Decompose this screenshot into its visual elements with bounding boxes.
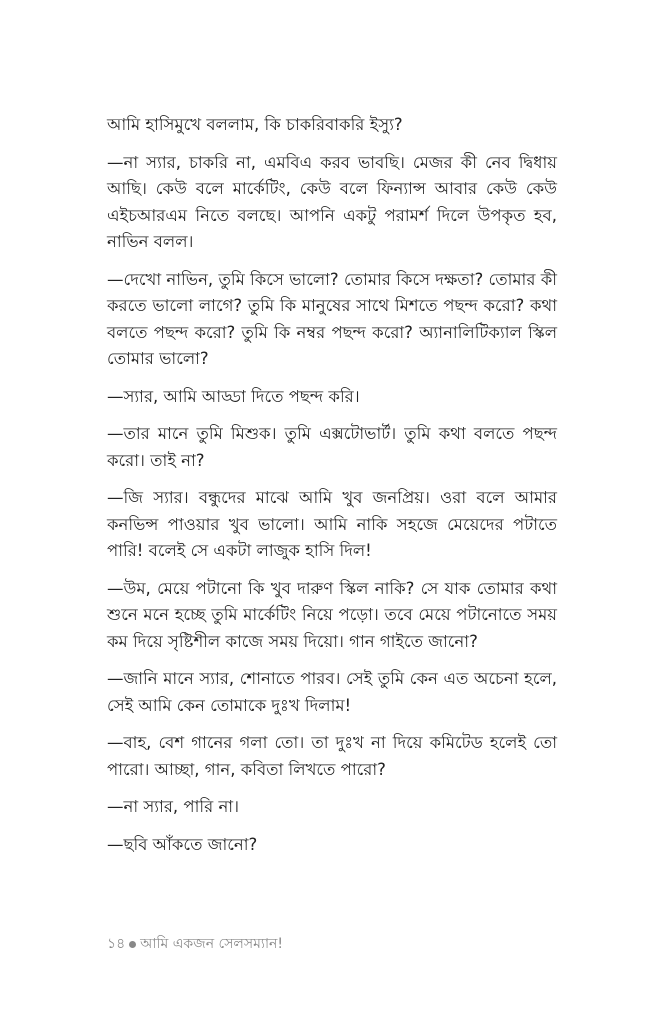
paragraph: —জি স্যার। বন্ধুদের মাঝে আমি খুব জনপ্রিয়। ওরা বলে আমার কনভিন্স পাওয়ার খুব ভালো। আমি নাকি সহজে মেয়েদের পটাতে পারি! বলেই সে একটা লাজুক হাসি দিল!: [107, 488, 557, 560]
bullet-separator: [129, 941, 136, 948]
paragraph: —ছবি আঁকতে জানো?: [107, 834, 258, 854]
paragraph: —দেখো নাভিন, তুমি কিসে ভালো? তোমার কিসে দক্ষতা? তোমার কী করতে ভালো লাগে? তুমি কি মানুষের সাথে মিশতে পছন্দ করো? কথা বলতে পছন্দ করো? তুমি কি নম্বর পছন্দ করো? অ্যানালিটিক্যাল স্কিল তোমার ভালো?: [107, 269, 557, 368]
paragraph: —না স্যার, পারি না।: [107, 797, 239, 816]
paragraph: —উম, মেয়ে পটানো কি খুব দারুণ স্কিল নাকি? সে যাক তোমার কথা শুনে মনে হচ্ছে তুমি মার্কেটিং নিয়ে পড়ো। তবে মেয়ে পটানোতে সময় কম দিয়ে সৃষ্টিশীল কাজে সময় দিয়ো। গান গাইতে জানো?: [107, 578, 557, 651]
paragraph: —না স্যার, চাকরি না, এমবিএ করব ভাবছি। মেজর কী নেব দ্বিধায় আছি। কেউ বলে মার্কেটিং, কেউ বলে ফিন্যান্স আবার কেউ কেউ এইচআরএম নিতে বলছে। আপনি একটু পরামর্শ দিলে উপকৃত হব, নাভিন বলল।: [107, 152, 557, 251]
page-number: ১৪: [107, 936, 126, 952]
page-footer: [107, 932, 283, 956]
page-body: [107, 112, 557, 869]
paragraph: —তার মানে তুমি মিশুক। তুমি এক্সটোভার্ট। তুমি কথা বলতে পছন্দ করো। তাই না?: [107, 424, 557, 470]
book-title: আমি একজন সেলসম্যান!: [140, 936, 283, 952]
paragraph: —বাহ, বেশ গানের গলা তো। তা দুঃখ না দিয়ে কমিটেড হলেই তো পারো। আচ্ছা, গান, কবিতা লিখতে পারো?: [107, 733, 557, 779]
paragraph: আমি হাসিমুখে বললাম, কি চাকরিবাকরি ইস্যু?: [107, 115, 403, 134]
paragraph: —জানি মানে স্যার, শোনাতে পারব। সেই তুমি কেন এত অচেনা হলে, সেই আমি কেন তোমাকে দুঃখ দিলাম!: [107, 669, 557, 715]
paragraph: —স্যার, আমি আড্ডা দিতে পছন্দ করি।: [107, 386, 360, 406]
